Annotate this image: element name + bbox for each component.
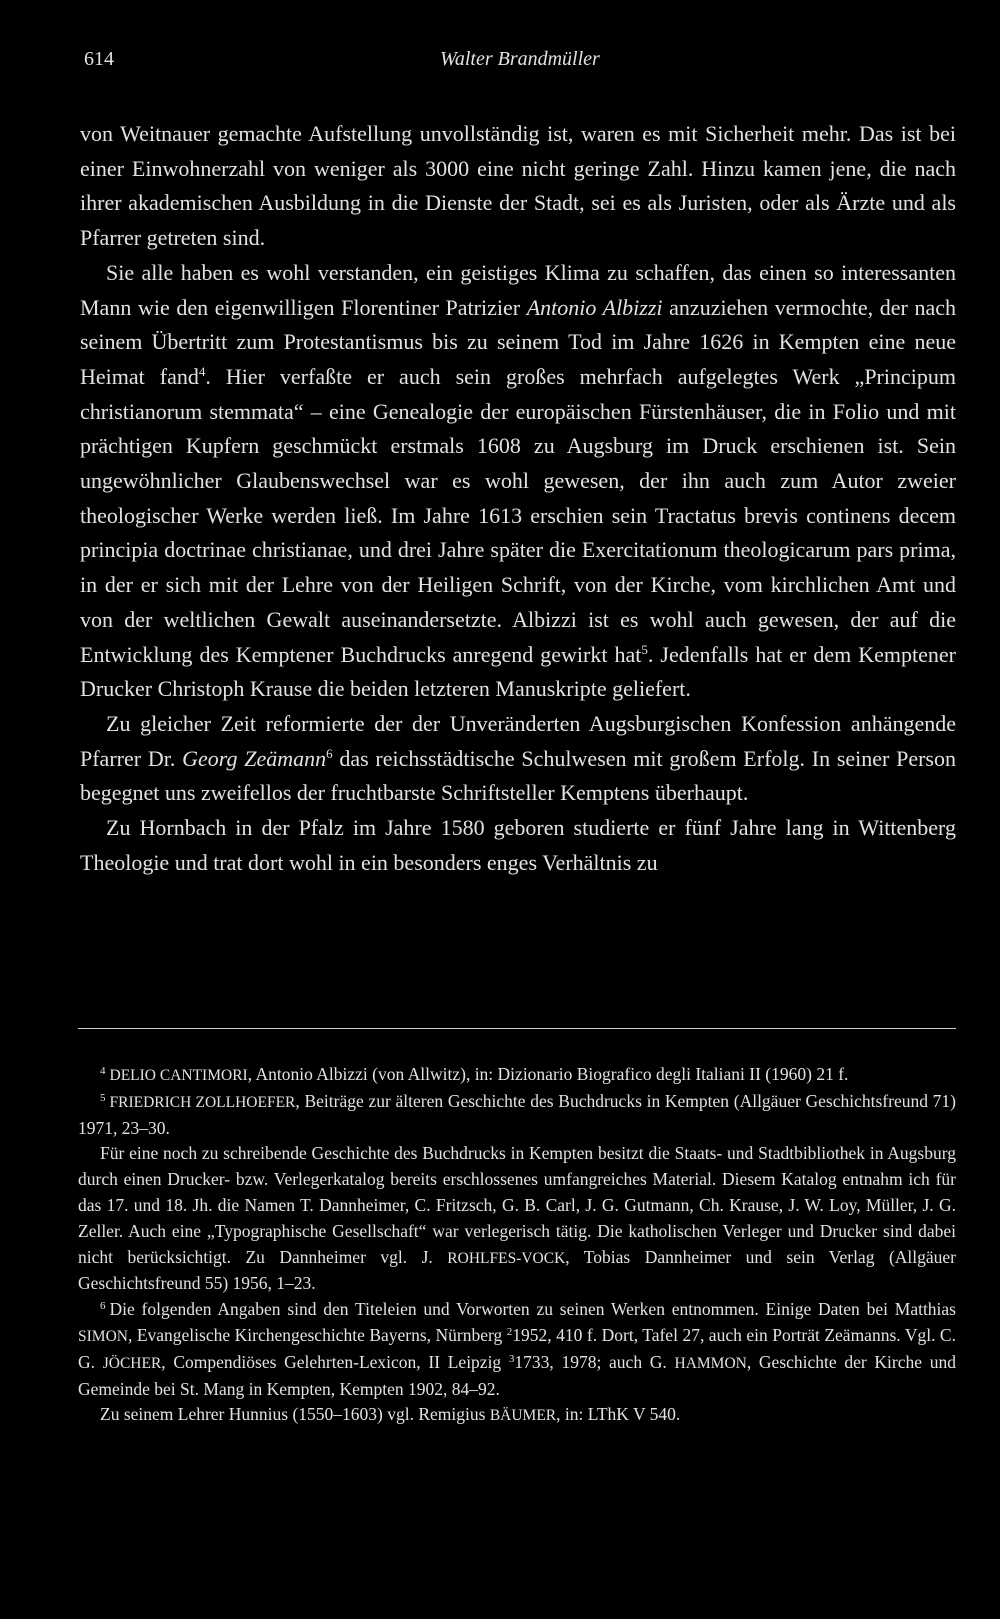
footnote-mark-6: 6 [100, 1300, 106, 1313]
paragraph-1: von Weitnauer gemachte Aufstellung unvollständig ist, waren es mit Sicherheit mehr. Das ist bei einer Einwohnerzahl von weniger als 3000 eine nicht geringe Zahl. Hinzu kamen jene, die nach ihrer akademischen Ausbildung in die Dienste der Stadt, sei es als Juristen, oder als Ärzte und als Pfarrer getreten sind. [80, 121, 956, 251]
footnote-4: $^4$ DELIO CANTIMORI, Antonio Albizzi (von Allwitz), in: Dizionario Biografico degli Italiani II (1960) 21 f. [100, 1064, 849, 1084]
footnotes [78, 1062, 956, 1429]
footnote-divider [78, 1028, 956, 1029]
footnote-mark-5: 5 [100, 1091, 106, 1104]
footnote-6-continued: Zu seinem Lehrer Hunnius (1550–1603) vgl. Remigius BÄUMER, in: LThK V 540. [100, 1404, 681, 1425]
page-header [84, 48, 952, 78]
footnote-ref-4[interactable]: 4 [198, 363, 206, 379]
footnote-ref-6[interactable]: 6 [326, 745, 333, 761]
footnote-6: $^6$ Die folgenden Angaben sind den Titeleien und Vorworten zu seinen Werken entnommen. Einige Daten bei Matthias SIMON, Evangelische Kirchengeschichte Bayerns, Nürnberg $^2$1952, 410 f. Dort, Tafel 27, auch ein Porträt Zeämanns. Vgl. C. G. JÖCHER, Compendiöses Gelehrten-Lexicon, II Leipzig $^3$1733, 1978; auch G. HAMMON, Geschichte der Kirche und Gemeinde bei St. Mang in Kempten, Kempten 1902, 84–92. [78, 1299, 956, 1399]
footnote-ref-5[interactable]: 5 [641, 641, 648, 657]
paragraph-3: Zu gleicher Zeit reformierte der der Unveränderten Augsburgischen Konfession anhängende Pfarrer Dr. Georg Zeämann$^6$ das reichsstädtische Schulwesen mit großem Erfolg. In seiner Person begegnet uns zweifellos der fruchtbarste Schriftsteller Kemptens überhaupt. [80, 710, 956, 806]
main-text [80, 117, 956, 880]
paragraph-4: Zu Hornbach in der Pfalz im Jahre 1580 geboren studierte er fünf Jahre lang in Wittenberg Theologie und trat dort wohl in ein besonders enges Verhältnis zu [80, 815, 956, 875]
running-head: Walter Brandmüller [440, 48, 600, 70]
footnote-5-continued: Für eine noch zu schreibende Geschichte des Buchdrucks in Kempten besitzt die Staats- und Stadtbibliothek in Augsburg durch einen Drucker- bzw. Verlegerkatalog bereits erschlossenes umfangreiches Material. Diesem Katalog entnahm ich für das 17. und 18. Jh. die Namen T. Dannheimer, C. Fritzsch, G. B. Carl, J. G. Gutmann, Ch. Krause, J. W. Loy, Müller, J. G. Zeller. Auch eine „Typographische Gesellschaft“ war verlegerisch tätig. Die katholischen Verleger und Drucker sind dabei nicht berücksichtigt. Zu Dannheimer vgl. J. ROHLFES-VOCK, Tobias Dannheimer und sein Verlag (Allgäuer Geschichtsfreund 55) 1956, 1–23. [78, 1143, 956, 1294]
paragraph-2: Sie alle haben es wohl verstanden, ein geistiges Klima zu schaffen, das einen so interessanten Mann wie den eigenwilligen Florentiner Patrizier Antonio Albizzi anzuziehen vermochte, der nach seinem Übertritt zum Protestantismus bis zu seinem Tod im Jahre 1626 in Kempten eine neue Heimat fand$^4$. Hier verfaßte er auch sein großes mehrfach aufgelegtes Werk „Principum christianorum stemmata“ – eine Genealogie der europäischen Fürstenhäuser, die in Folio und mit prächtigen Kupfern geschmückt erstmals 1608 zu Augsburg im Druck erschienen ist. Sein ungewöhnlicher Glaubenswechsel war es wohl gewesen, der ihn auch zum Autor zweier theologischer Werke werden ließ. Im Jahre 1613 erschien sein Tractatus brevis continens decem principia doctrinae christianae, und drei Jahre später die Exercitationum theologicarum pars prima, in der er sich mit der Lehre von der Heiligen Schrift, von der Kirche, vom kirchlichen Amt und von der weltlichen Gewalt auseinandersetzte. Albizzi ist es wohl auch gewesen, der auf die Entwicklung des Kemptener Buchdrucks anregend gewirkt hat$^5$. Jedenfalls hat er dem Kemptener Drucker Christoph Krause die beiden letzteren Manuskripte geliefert. [80, 259, 956, 702]
page-number: 614 [84, 48, 114, 70]
footnote-5: $^5$ FRIEDRICH ZOLLHOEFER, Beiträge zur älteren Geschichte des Buchdrucks in Kempten (Allgäuer Geschichtsfreund 71) 1971, 23–30. [78, 1090, 956, 1138]
person-name-albizzi: Antonio Albizzi [526, 294, 663, 320]
person-name-zeamann: Georg Zeämann [182, 745, 327, 771]
footnote-mark-4: 4 [100, 1065, 106, 1077]
